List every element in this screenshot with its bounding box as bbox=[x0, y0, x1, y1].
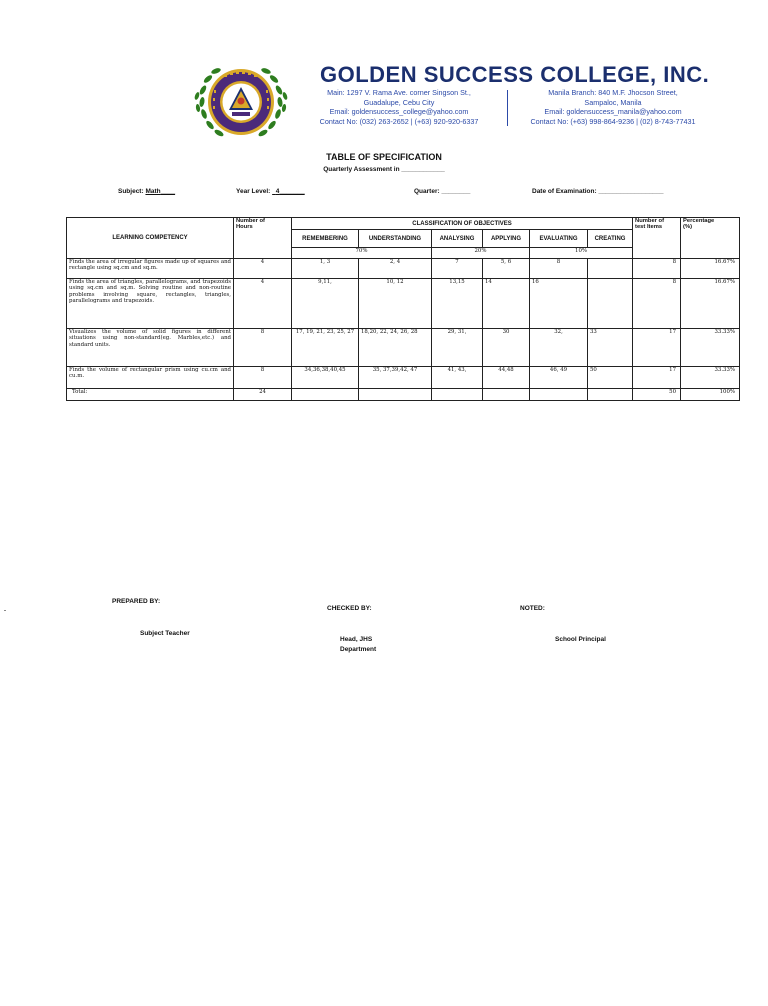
prepared-by-label: PREPARED BY: bbox=[112, 598, 161, 605]
creating-cell: 50 bbox=[588, 367, 633, 389]
table-row bbox=[67, 367, 740, 389]
year-level-field bbox=[236, 188, 305, 195]
competency-cell: Finds the volume of rectangular prism using cu.cm and cu.m. bbox=[67, 367, 234, 389]
noted-by-label: NOTED: bbox=[520, 605, 545, 612]
empty-cell bbox=[432, 389, 483, 401]
empty-cell bbox=[483, 389, 530, 401]
test-items-cell: 8 bbox=[633, 279, 681, 329]
analysing-cell: 41, 43, bbox=[432, 367, 483, 389]
manila-contact-line: Manila Branch: 840 M.F. Jhocson Street, bbox=[548, 88, 678, 97]
understanding-cell: 35, 37,39,42, 47 bbox=[359, 367, 432, 389]
weight-70: 70% bbox=[292, 248, 432, 259]
percentage-cell: 33.33% bbox=[681, 367, 740, 389]
remembering-cell: 34,36,38,40,45 bbox=[292, 367, 359, 389]
empty-cell bbox=[530, 389, 588, 401]
college-name: GOLDEN SUCCESS COLLEGE, INC. bbox=[320, 62, 710, 87]
total-test-items: 50 bbox=[633, 389, 681, 401]
analysing-cell: 13,15 bbox=[432, 279, 483, 329]
header-remembering: REMEMBERING bbox=[292, 230, 359, 248]
subject-field bbox=[118, 188, 175, 195]
hours-cell: 4 bbox=[234, 279, 292, 329]
remembering-cell: 9,11, bbox=[292, 279, 359, 329]
weight-10: 10% bbox=[530, 248, 633, 259]
header-number-of-test-items: Number of test Items bbox=[633, 218, 681, 259]
header-learning-competency: LEARNING COMPETENCY bbox=[67, 218, 234, 259]
header-divider bbox=[507, 90, 508, 126]
subject-label: Subject: bbox=[118, 188, 146, 195]
empty-cell bbox=[359, 389, 432, 401]
main-contact-line: Main: 1297 V. Rama Ave. corner Singson St., bbox=[327, 88, 471, 97]
stray-mark bbox=[4, 610, 6, 611]
evaluating-cell: 46, 49 bbox=[530, 367, 588, 389]
header-evaluating: EVALUATING bbox=[530, 230, 588, 248]
exam-date-field: Date of Examination: __________________ bbox=[532, 188, 664, 195]
document-title: TABLE OF SPECIFICATION bbox=[326, 152, 442, 162]
hours-cell: 8 bbox=[234, 367, 292, 389]
hours-cell: 8 bbox=[234, 329, 292, 367]
creating-cell bbox=[588, 279, 633, 329]
manila-contact-phone: Contact No: (+63) 998-864-9236 | (02) 8-743-77431 bbox=[530, 116, 696, 126]
applying-cell: 44,48 bbox=[483, 367, 530, 389]
total-hours: 24 bbox=[234, 389, 292, 401]
remembering-cell: 1, 3 bbox=[292, 259, 359, 279]
evaluating-cell: 16 bbox=[530, 279, 588, 329]
checked-by-label: CHECKED BY: bbox=[327, 605, 372, 612]
specification-table bbox=[66, 217, 740, 401]
manila-branch-contact bbox=[516, 88, 710, 126]
percentage-cell: 16.67% bbox=[681, 279, 740, 329]
document-subtitle: Quarterly Assessment in ____________ bbox=[323, 166, 445, 173]
main-contact-phone: Contact No: (032) 263-2652 | (+63) 920-920-6337 bbox=[319, 116, 479, 126]
total-percentage: 100% bbox=[681, 389, 740, 401]
test-items-cell: 17 bbox=[633, 367, 681, 389]
empty-cell bbox=[292, 389, 359, 401]
header-creating: CREATING bbox=[588, 230, 633, 248]
noted-by-role: School Principal bbox=[555, 636, 606, 643]
prepared-by-role: Subject Teacher bbox=[140, 630, 190, 637]
subject-value: Math____ bbox=[145, 188, 176, 195]
year-level-label: Year Level: bbox=[236, 188, 273, 195]
percentage-cell: 16.67% bbox=[681, 259, 740, 279]
header-number-of-hours: Number of Hours bbox=[234, 218, 292, 259]
remembering-cell: 17, 19, 21, 23, 25, 27 bbox=[292, 329, 359, 367]
table-row bbox=[67, 259, 740, 279]
competency-cell: Finds the area of triangles, parallelograms, and trapezoids using sq.cm and sq.m. Solving routine and non-routine problems involving square, rectangles, triangles, parallelograms and trapezoids. bbox=[67, 279, 234, 329]
table-row bbox=[67, 279, 740, 329]
header-percentage: Percentage (%) bbox=[681, 218, 740, 259]
evaluating-cell: 32, bbox=[530, 329, 588, 367]
weight-20: 20% bbox=[432, 248, 530, 259]
college-logo bbox=[190, 60, 292, 144]
header-understanding: UNDERSTANDING bbox=[359, 230, 432, 248]
manila-contact-email[interactable]: Email: goldensuccess_manila@yahoo.com bbox=[544, 107, 682, 117]
analysing-cell: 7 bbox=[432, 259, 483, 279]
main-contact-email[interactable]: Email: goldensuccess_college@yahoo.com bbox=[329, 107, 469, 117]
main-campus-contact bbox=[300, 88, 498, 126]
year-level-value: 4_______ bbox=[275, 188, 305, 195]
empty-cell bbox=[588, 389, 633, 401]
total-label: Total: bbox=[67, 389, 234, 401]
main-contact-line: Guadalupe, Cebu City bbox=[363, 97, 435, 107]
header-applying: APPLYING bbox=[483, 230, 530, 248]
test-items-cell: 8 bbox=[633, 259, 681, 279]
header-analysing: ANALYSING bbox=[432, 230, 483, 248]
understanding-cell: 10, 12 bbox=[359, 279, 432, 329]
applying-cell: 14 bbox=[483, 279, 530, 329]
applying-cell: 30 bbox=[483, 329, 530, 367]
creating-cell bbox=[588, 259, 633, 279]
applying-cell: 5, 6 bbox=[483, 259, 530, 279]
creating-cell: 33 bbox=[588, 329, 633, 367]
manila-contact-line: Sampaloc, Manila bbox=[584, 97, 642, 107]
hours-cell: 4 bbox=[234, 259, 292, 279]
quarter-field: Quarter: ________ bbox=[414, 188, 471, 195]
competency-cell: Finds the area of irregular figures made up of squares and rectangle using sq.cm and sq.m. bbox=[67, 259, 234, 279]
checked-by-role: Head, JHS Department bbox=[340, 636, 377, 653]
understanding-cell: 2, 4 bbox=[359, 259, 432, 279]
total-row bbox=[67, 389, 740, 401]
header-classification: CLASSIFICATION OF OBJECTIVES bbox=[292, 218, 633, 230]
understanding-cell: 18,20, 22, 24, 26, 28 bbox=[359, 329, 432, 367]
competency-cell: Visualizes the volume of solid figures in different situations using non-standard(eg. Marbles,etc.) and standard units. bbox=[67, 329, 234, 367]
analysing-cell: 29, 31, bbox=[432, 329, 483, 367]
test-items-cell: 17 bbox=[633, 329, 681, 367]
percentage-cell: 33.33% bbox=[681, 329, 740, 367]
table-row bbox=[67, 329, 740, 367]
evaluating-cell: 8 bbox=[530, 259, 588, 279]
